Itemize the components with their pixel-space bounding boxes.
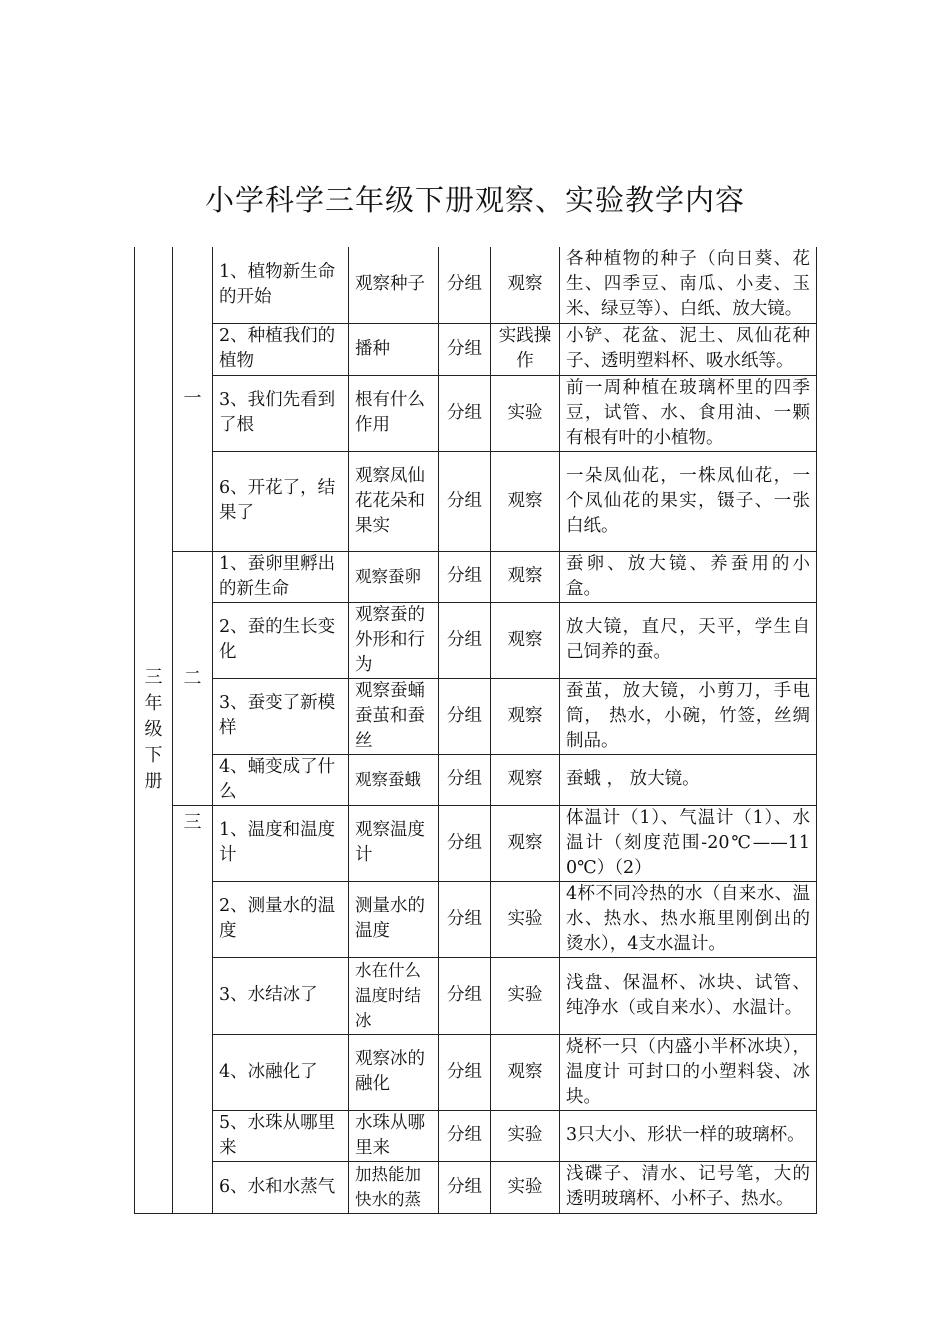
activity-type: 观察 bbox=[491, 1034, 560, 1110]
materials: 浅碟子、清水、记号笔，大的透明玻璃杯、小杯子、热水。 bbox=[560, 1161, 817, 1213]
materials: 前一周种植在玻璃杯里的四季豆，试管、水、食用油、一颗有根有叶的小植物。 bbox=[560, 375, 817, 451]
table-row bbox=[135, 678, 817, 754]
materials: 一朵凤仙花，一株凤仙花，一个凤仙花的果实，镊子、一张白纸。 bbox=[560, 451, 817, 551]
materials: 烧杯一只（内盛小半杯冰块），温度计 可封口的小塑料袋、冰块。 bbox=[560, 1034, 817, 1110]
lesson-name: 6、水和水蒸气 bbox=[213, 1161, 349, 1213]
organization: 分组 bbox=[439, 551, 491, 602]
activity-content: 加热能加快水的蒸 bbox=[349, 1161, 439, 1213]
activity-content: 观察蚕的外形和行为 bbox=[349, 602, 439, 678]
organization: 分组 bbox=[439, 678, 491, 754]
materials: 4杯不同冷热的水（自来水、温水、热水、热水瓶里刚倒出的烫水），4支水温计。 bbox=[560, 881, 817, 957]
organization: 分组 bbox=[439, 805, 491, 881]
lesson-name: 5、水珠从哪里来 bbox=[213, 1110, 349, 1161]
table-row bbox=[135, 451, 817, 551]
lesson-name: 1、温度和温度计 bbox=[213, 805, 349, 881]
table-row bbox=[135, 1161, 817, 1213]
table-row bbox=[135, 247, 817, 323]
table-row bbox=[135, 1034, 817, 1110]
lesson-name: 2、种植我们的植物 bbox=[213, 323, 349, 375]
materials: 3只大小、形状一样的玻璃杯。 bbox=[560, 1110, 817, 1161]
activity-content: 水在什么温度时结冰 bbox=[349, 957, 439, 1034]
organization: 分组 bbox=[439, 754, 491, 805]
activity-content: 观察蚕蛹蚕茧和蚕丝 bbox=[349, 678, 439, 754]
teaching-content-table bbox=[134, 247, 817, 1214]
table-row bbox=[135, 602, 817, 678]
activity-type: 观察 bbox=[491, 678, 560, 754]
table-row bbox=[135, 551, 817, 602]
table-row bbox=[135, 1110, 817, 1161]
grade-label: 三年级下册 bbox=[144, 666, 163, 792]
materials: 小铲、花盆、泥土、凤仙花种子、透明塑料杯、吸水纸等。 bbox=[560, 323, 817, 375]
table-row bbox=[135, 323, 817, 375]
activity-type: 实验 bbox=[491, 957, 560, 1034]
lesson-name: 6、开花了，结果了 bbox=[213, 451, 349, 551]
materials: 体温计（1）、气温计（1）、水温计（刻度范围-20℃——110℃）（2） bbox=[560, 805, 817, 881]
unit-label: 二 bbox=[173, 551, 213, 805]
activity-type: 观察 bbox=[491, 805, 560, 881]
organization: 分组 bbox=[439, 323, 491, 375]
activity-content: 水珠从哪里来 bbox=[349, 1110, 439, 1161]
activity-type: 观察 bbox=[491, 247, 560, 323]
activity-content: 观察蚕蛾 bbox=[349, 754, 439, 805]
activity-content: 测量水的温度 bbox=[349, 881, 439, 957]
unit-label: 三 bbox=[173, 805, 213, 1213]
lesson-name: 1、植物新生命的开始 bbox=[213, 247, 349, 323]
activity-content: 根有什么作用 bbox=[349, 375, 439, 451]
grade-cell bbox=[135, 247, 173, 1213]
activity-type: 实践操作 bbox=[491, 323, 560, 375]
activity-content: 观察种子 bbox=[349, 247, 439, 323]
page-title: 小学科学三年级下册观察、实验教学内容 bbox=[204, 183, 745, 217]
organization: 分组 bbox=[439, 1034, 491, 1110]
activity-type: 观察 bbox=[491, 451, 560, 551]
activity-content: 观察凤仙花花朵和果实 bbox=[349, 451, 439, 551]
lesson-name: 3、蚕变了新模样 bbox=[213, 678, 349, 754]
lesson-name: 3、水结冰了 bbox=[213, 957, 349, 1034]
organization: 分组 bbox=[439, 247, 491, 323]
table-row bbox=[135, 375, 817, 451]
materials: 浅盘、保温杯、冰块、试管、纯净水（或自来水）、水温计。 bbox=[560, 957, 817, 1034]
activity-type: 观察 bbox=[491, 602, 560, 678]
activity-content: 观察冰的融化 bbox=[349, 1034, 439, 1110]
activity-type: 实验 bbox=[491, 1161, 560, 1213]
organization: 分组 bbox=[439, 957, 491, 1034]
unit-label: 一 bbox=[173, 247, 213, 551]
lesson-name: 3、我们先看到了根 bbox=[213, 375, 349, 451]
organization: 分组 bbox=[439, 602, 491, 678]
lesson-name: 4、冰融化了 bbox=[213, 1034, 349, 1110]
activity-type: 实验 bbox=[491, 375, 560, 451]
organization: 分组 bbox=[439, 451, 491, 551]
activity-type: 实验 bbox=[491, 1110, 560, 1161]
table-row bbox=[135, 754, 817, 805]
activity-type: 观察 bbox=[491, 754, 560, 805]
organization: 分组 bbox=[439, 375, 491, 451]
materials: 蚕蛾 ， 放大镜。 bbox=[560, 754, 817, 805]
table-row bbox=[135, 805, 817, 881]
table-row bbox=[135, 957, 817, 1034]
activity-content: 观察温度计 bbox=[349, 805, 439, 881]
lesson-name: 2、蚕的生长变化 bbox=[213, 602, 349, 678]
lesson-name: 4、蛹变成了什么 bbox=[213, 754, 349, 805]
materials: 蚕卵、放大镜、养蚕用的小盒。 bbox=[560, 551, 817, 602]
organization: 分组 bbox=[439, 881, 491, 957]
table-row bbox=[135, 881, 817, 957]
activity-type: 实验 bbox=[491, 881, 560, 957]
materials: 各种植物的种子（向日葵、花生、四季豆、南瓜、小麦、玉米、绿豆等）、白纸、放大镜。 bbox=[560, 247, 817, 323]
materials: 蚕茧，放大镜，小剪刀，手电筒， 热水，小碗，竹签，丝绸制品。 bbox=[560, 678, 817, 754]
lesson-name: 1、蚕卵里孵出的新生命 bbox=[213, 551, 349, 602]
activity-content: 观察蚕卵 bbox=[349, 551, 439, 602]
materials: 放大镜，直尺，天平，学生自己饲养的蚕。 bbox=[560, 602, 817, 678]
lesson-name: 2、测量水的温度 bbox=[213, 881, 349, 957]
organization: 分组 bbox=[439, 1110, 491, 1161]
activity-content: 播种 bbox=[349, 323, 439, 375]
organization: 分组 bbox=[439, 1161, 491, 1213]
activity-type: 观察 bbox=[491, 551, 560, 602]
